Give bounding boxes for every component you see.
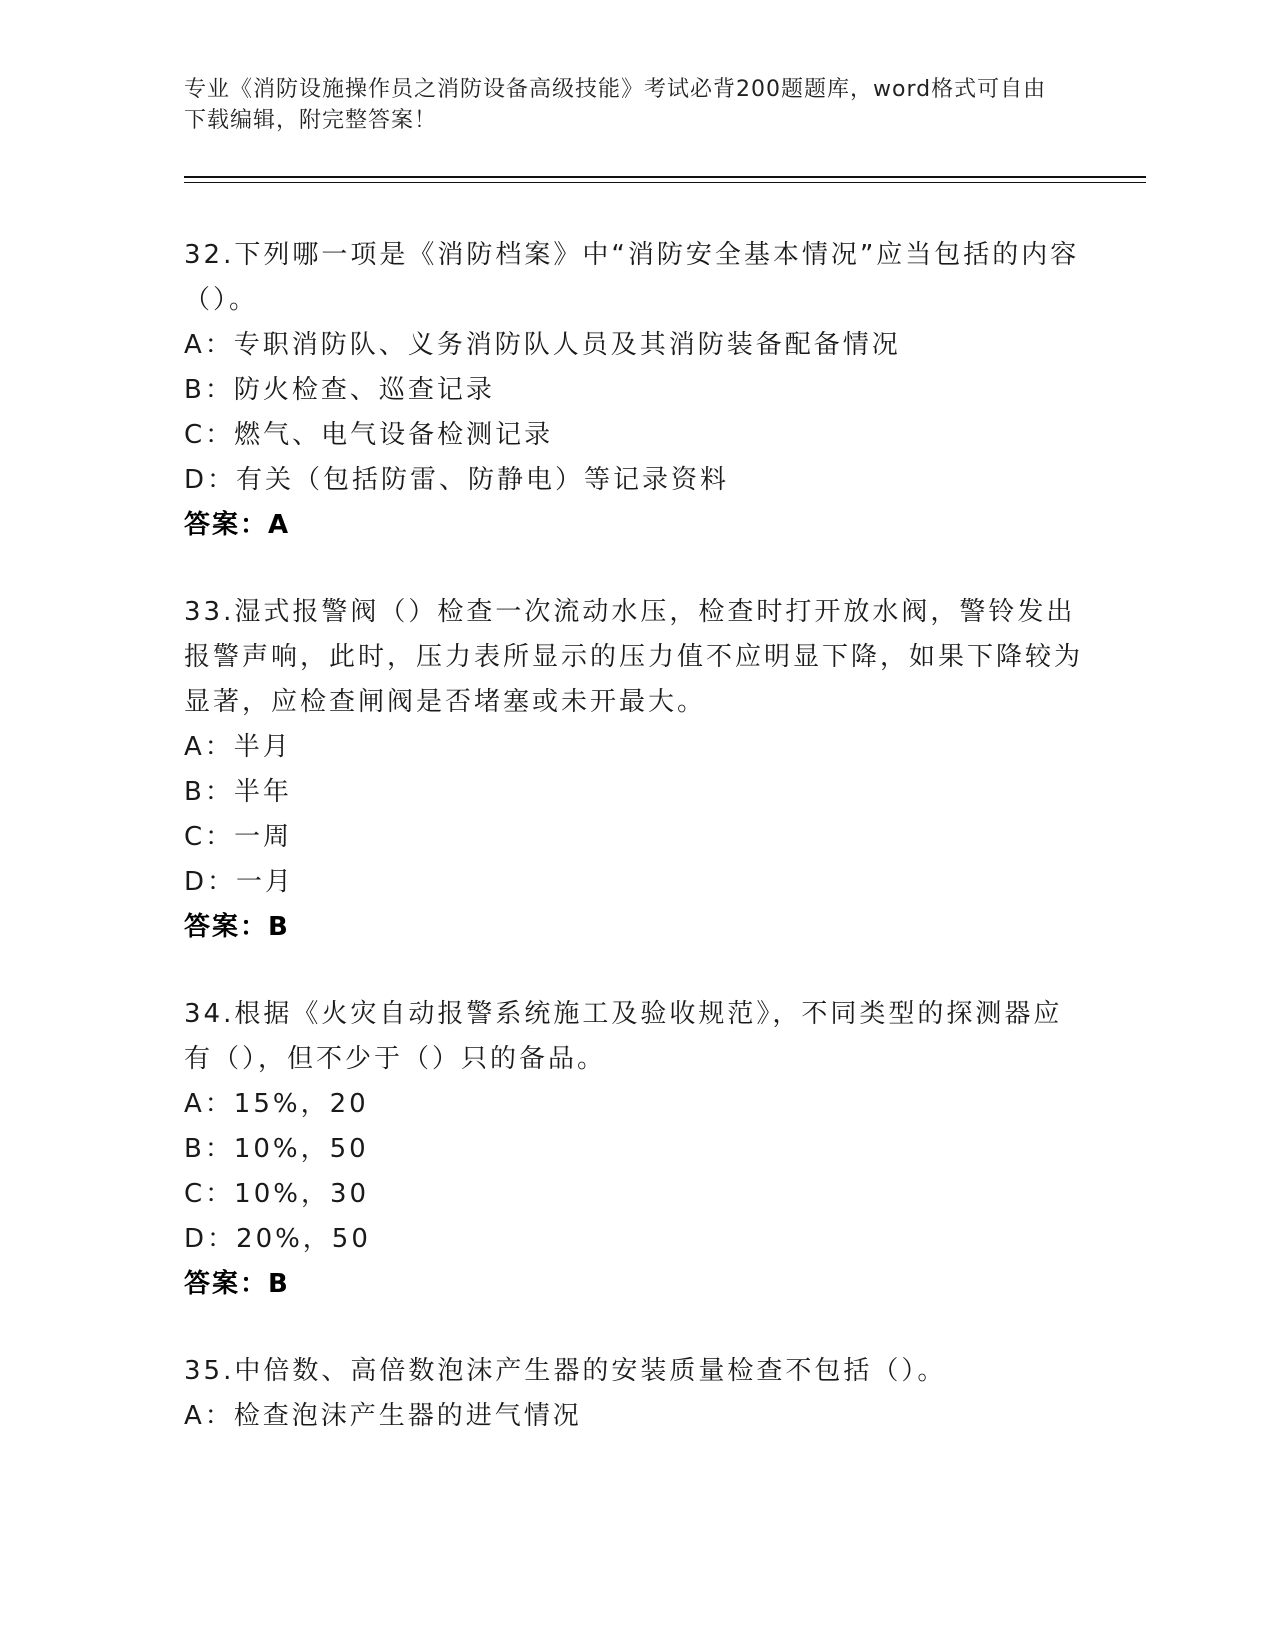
- option-d: D：有关（包括防雷、防静电）等记录资料: [184, 465, 730, 495]
- option-a: A：15%，20: [184, 1089, 369, 1119]
- question-stem: 34.根据《火灾自动报警系统施工及验收规范》，不同类型的探测器应有（），但不少于（）只的备品。: [184, 999, 1063, 1074]
- question-33: [184, 590, 1084, 950]
- option-b: B：半年: [184, 777, 292, 807]
- question-stem: 33.湿式报警阀（）检查一次流动水压，检查时打开放水阀，警铃发出报警声响，此时，压力表所显示的压力值不应明显下降，如果下降较为显著，应检查闸阀是否堵塞或未开最大。: [184, 597, 1084, 717]
- option-d: D：一月: [184, 867, 295, 897]
- document-header: 专业《消防设施操作员之消防设备高级技能》考试必背200题题库，word格式可自由下载编辑，附完整答案！: [184, 77, 1047, 133]
- question-stem: 35.中倍数、高倍数泡沫产生器的安装质量检查不包括（）。: [184, 1356, 947, 1386]
- question-list: [184, 233, 1084, 1481]
- question-34: [184, 992, 1084, 1307]
- header-rule-thick: [184, 176, 1146, 178]
- option-d: D：20%，50: [184, 1224, 371, 1254]
- answer: 答案：B: [184, 1269, 290, 1299]
- question-stem: 32.下列哪一项是《消防档案》中“消防安全基本情况”应当包括的内容（）。: [184, 240, 1080, 315]
- option-a: A：专职消防队、义务消防队人员及其消防装备配备情况: [184, 330, 901, 360]
- answer: 答案：B: [184, 912, 290, 942]
- option-c: C：10%，30: [184, 1179, 370, 1209]
- option-b: B：防火检查、巡查记录: [184, 375, 495, 405]
- option-a: A：检查泡沫产生器的进气情况: [184, 1401, 582, 1431]
- option-a: A：半月: [184, 732, 292, 762]
- option-c: C：一周: [184, 822, 293, 852]
- option-c: C：燃气、电气设备检测记录: [184, 420, 554, 450]
- option-b: B：10%，50: [184, 1134, 369, 1164]
- question-35: [184, 1349, 1084, 1439]
- question-32: [184, 233, 1084, 548]
- answer: 答案：A: [184, 510, 291, 540]
- header-rule-thin: [184, 182, 1146, 183]
